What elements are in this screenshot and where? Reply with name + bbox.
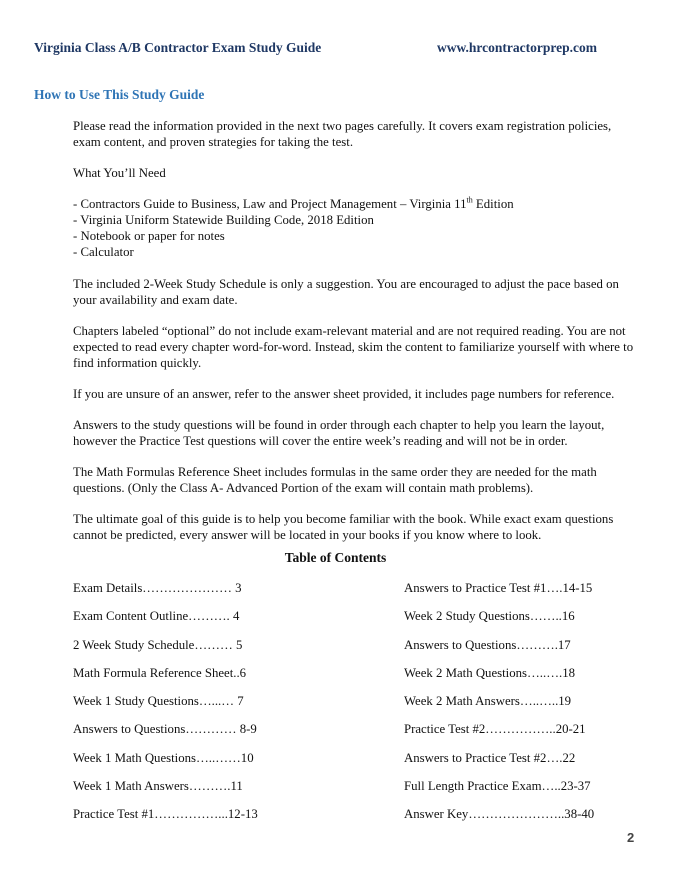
toc-entry: Week 1 Math Questions…..……10 [73,750,254,765]
unsure-paragraph: If you are unsure of an answer, refer to the answer sheet provided, it includes page numbers for reference. [73,387,615,401]
toc-left-column [73,579,258,834]
toc-right-column [404,579,594,834]
toc-entry: Exam Details………………… 3 [73,581,242,595]
page-number: 2 [627,830,635,845]
toc-entry: Math Formula Reference Sheet..6 [73,665,247,680]
website-url: www.hrcontractorprep.com [437,40,597,55]
goal-paragraph: The ultimate goal of this guide is to help you become familiar with the book. While exact exam questions cannot be predicted, every answer will be located in your books if you know where to look. [73,512,614,542]
superscript: th [466,195,473,205]
toc-entry: Answers to Questions……….17 [404,637,571,652]
list-item [73,196,638,212]
toc-entry: Answers to Questions………… 8-9 [73,722,257,737]
needs-item-text: - Contractors Guide to Business, Law and Project Management – Virginia 11 [73,197,467,211]
toc-entry: Answers to Practice Test #1….14-15 [404,581,593,595]
needs-heading: What You’ll Need [73,166,166,180]
intro-paragraph: Please read the information provided in the next two pages carefully. It covers exam registration policies, exam content, and proven strategies for taking the test. [73,119,612,149]
toc-entry: Week 1 Math Answers……….11 [73,779,243,794]
section-heading: How to Use This Study Guide [34,87,205,102]
toc-entry: 2 Week Study Schedule……… 5 [73,637,243,652]
document-title: Virginia Class A/B Contractor Exam Study Guide [34,40,322,55]
schedule-paragraph: The included 2-Week Study Schedule is only a suggestion. You are encouraged to adjust the pace based on your availability and exam date. [73,277,619,307]
toc-entry: Answer Key…………………..38-40 [404,807,595,822]
toc-entry: Exam Content Outline………. 4 [73,609,240,624]
toc-entry: Week 1 Study Questions…...… 7 [73,694,244,709]
guide-body [73,118,638,558]
toc-entry: Full Length Practice Exam…..23-37 [404,779,591,794]
optional-paragraph: Chapters labeled “optional” do not include exam-relevant material and are not required reading. You are not expected to read every chapter word-for-word. Instead, skim the content to familiarize yourself with where to find information quickly. [73,324,634,370]
toc-entry: Week 2 Math Questions…..….18 [404,665,575,680]
toc-entry: Week 2 Study Questions……..16 [404,609,575,624]
toc-heading: Table of Contents [284,550,387,565]
needs-item-text: Edition [472,197,514,211]
toc-entry: Practice Test #1……………...12-13 [73,807,258,822]
list-item: - Calculator [73,245,134,259]
list-item: - Virginia Uniform Statewide Building Code, 2018 Edition [73,213,374,227]
page-header [34,40,654,58]
list-item: - Notebook or paper for notes [73,229,225,243]
math-paragraph: The Math Formulas Reference Sheet includes formulas in the same order they are needed for the math questions. (Only the Class A- Advanced Portion of the exam will contain math problems). [73,465,597,495]
toc-entry: Week 2 Math Answers…..…..19 [404,694,572,709]
toc-entry: Answers to Practice Test #2….22 [404,750,576,765]
toc-entry: Practice Test #2……………..20-21 [404,722,586,737]
answers-paragraph: Answers to the study questions will be found in order through each chapter to help you learn the layout, however the Practice Test questions will cover the entire week’s reading and will not be in order. [73,418,605,448]
needs-list [73,196,638,260]
